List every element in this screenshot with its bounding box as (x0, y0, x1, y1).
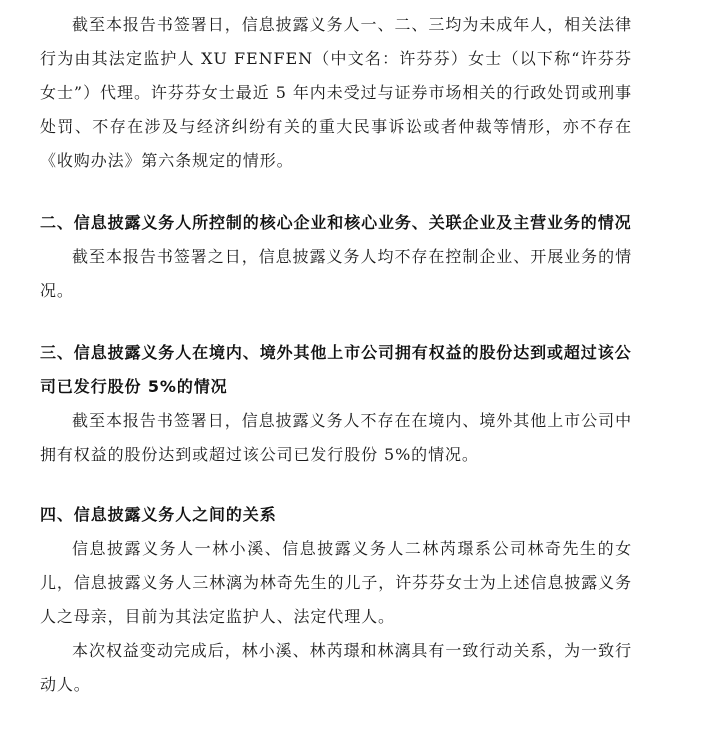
paragraph-concert-parties: 本次权益变动完成后，林小溪、林芮璟和林漓具有一致行动关系，为一致行动人。 (40, 641, 632, 694)
section-gap (40, 308, 632, 336)
section-gap (40, 472, 632, 498)
paragraph-no-controlled-enterprises: 截至本报告书签署之日，信息披露义务人均不存在控制企业、开展业务的情况。 (40, 247, 632, 300)
document-page (40, 8, 632, 702)
heading-section-3: 三、信息披露义务人在境内、境外其他上市公司拥有权益的股份达到或超过该公司已发行股份 5%的情况 (40, 343, 632, 396)
section-gap (40, 178, 632, 206)
paragraph-guardian: 截至本报告书签署日，信息披露义务人一、二、三均为未成年人，相关法律行为由其法定监护人 XU FENFEN（中文名：许芬芬）女士（以下称“许芬芬女士”）代理。许芬芬女士最近 5 年内未受过与证券市场相关的行政处罚或刑事处罚、不存在涉及与经济纠纷有关的重大民事诉讼或者仲裁等情形，亦不存在《收购办法》第六条规定的情形。 (40, 15, 632, 170)
heading-section-4: 四、信息披露义务人之间的关系 (40, 505, 277, 524)
paragraph-no-other-listed-holdings: 截至本报告书签署日，信息披露义务人不存在在境内、境外其他上市公司中拥有权益的股份达到或超过该公司已发行股份 5%的情况。 (40, 411, 632, 464)
paragraph-family-relationship: 信息披露义务人一林小溪、信息披露义务人二林芮璟系公司林奇先生的女儿，信息披露义务人三林漓为林奇先生的儿子，许芬芬女士为上述信息披露义务人之母亲，目前为其法定监护人、法定代理人。 (40, 539, 632, 626)
heading-section-2: 二、信息披露义务人所控制的核心企业和核心业务、关联企业及主营业务的情况 (40, 213, 632, 232)
